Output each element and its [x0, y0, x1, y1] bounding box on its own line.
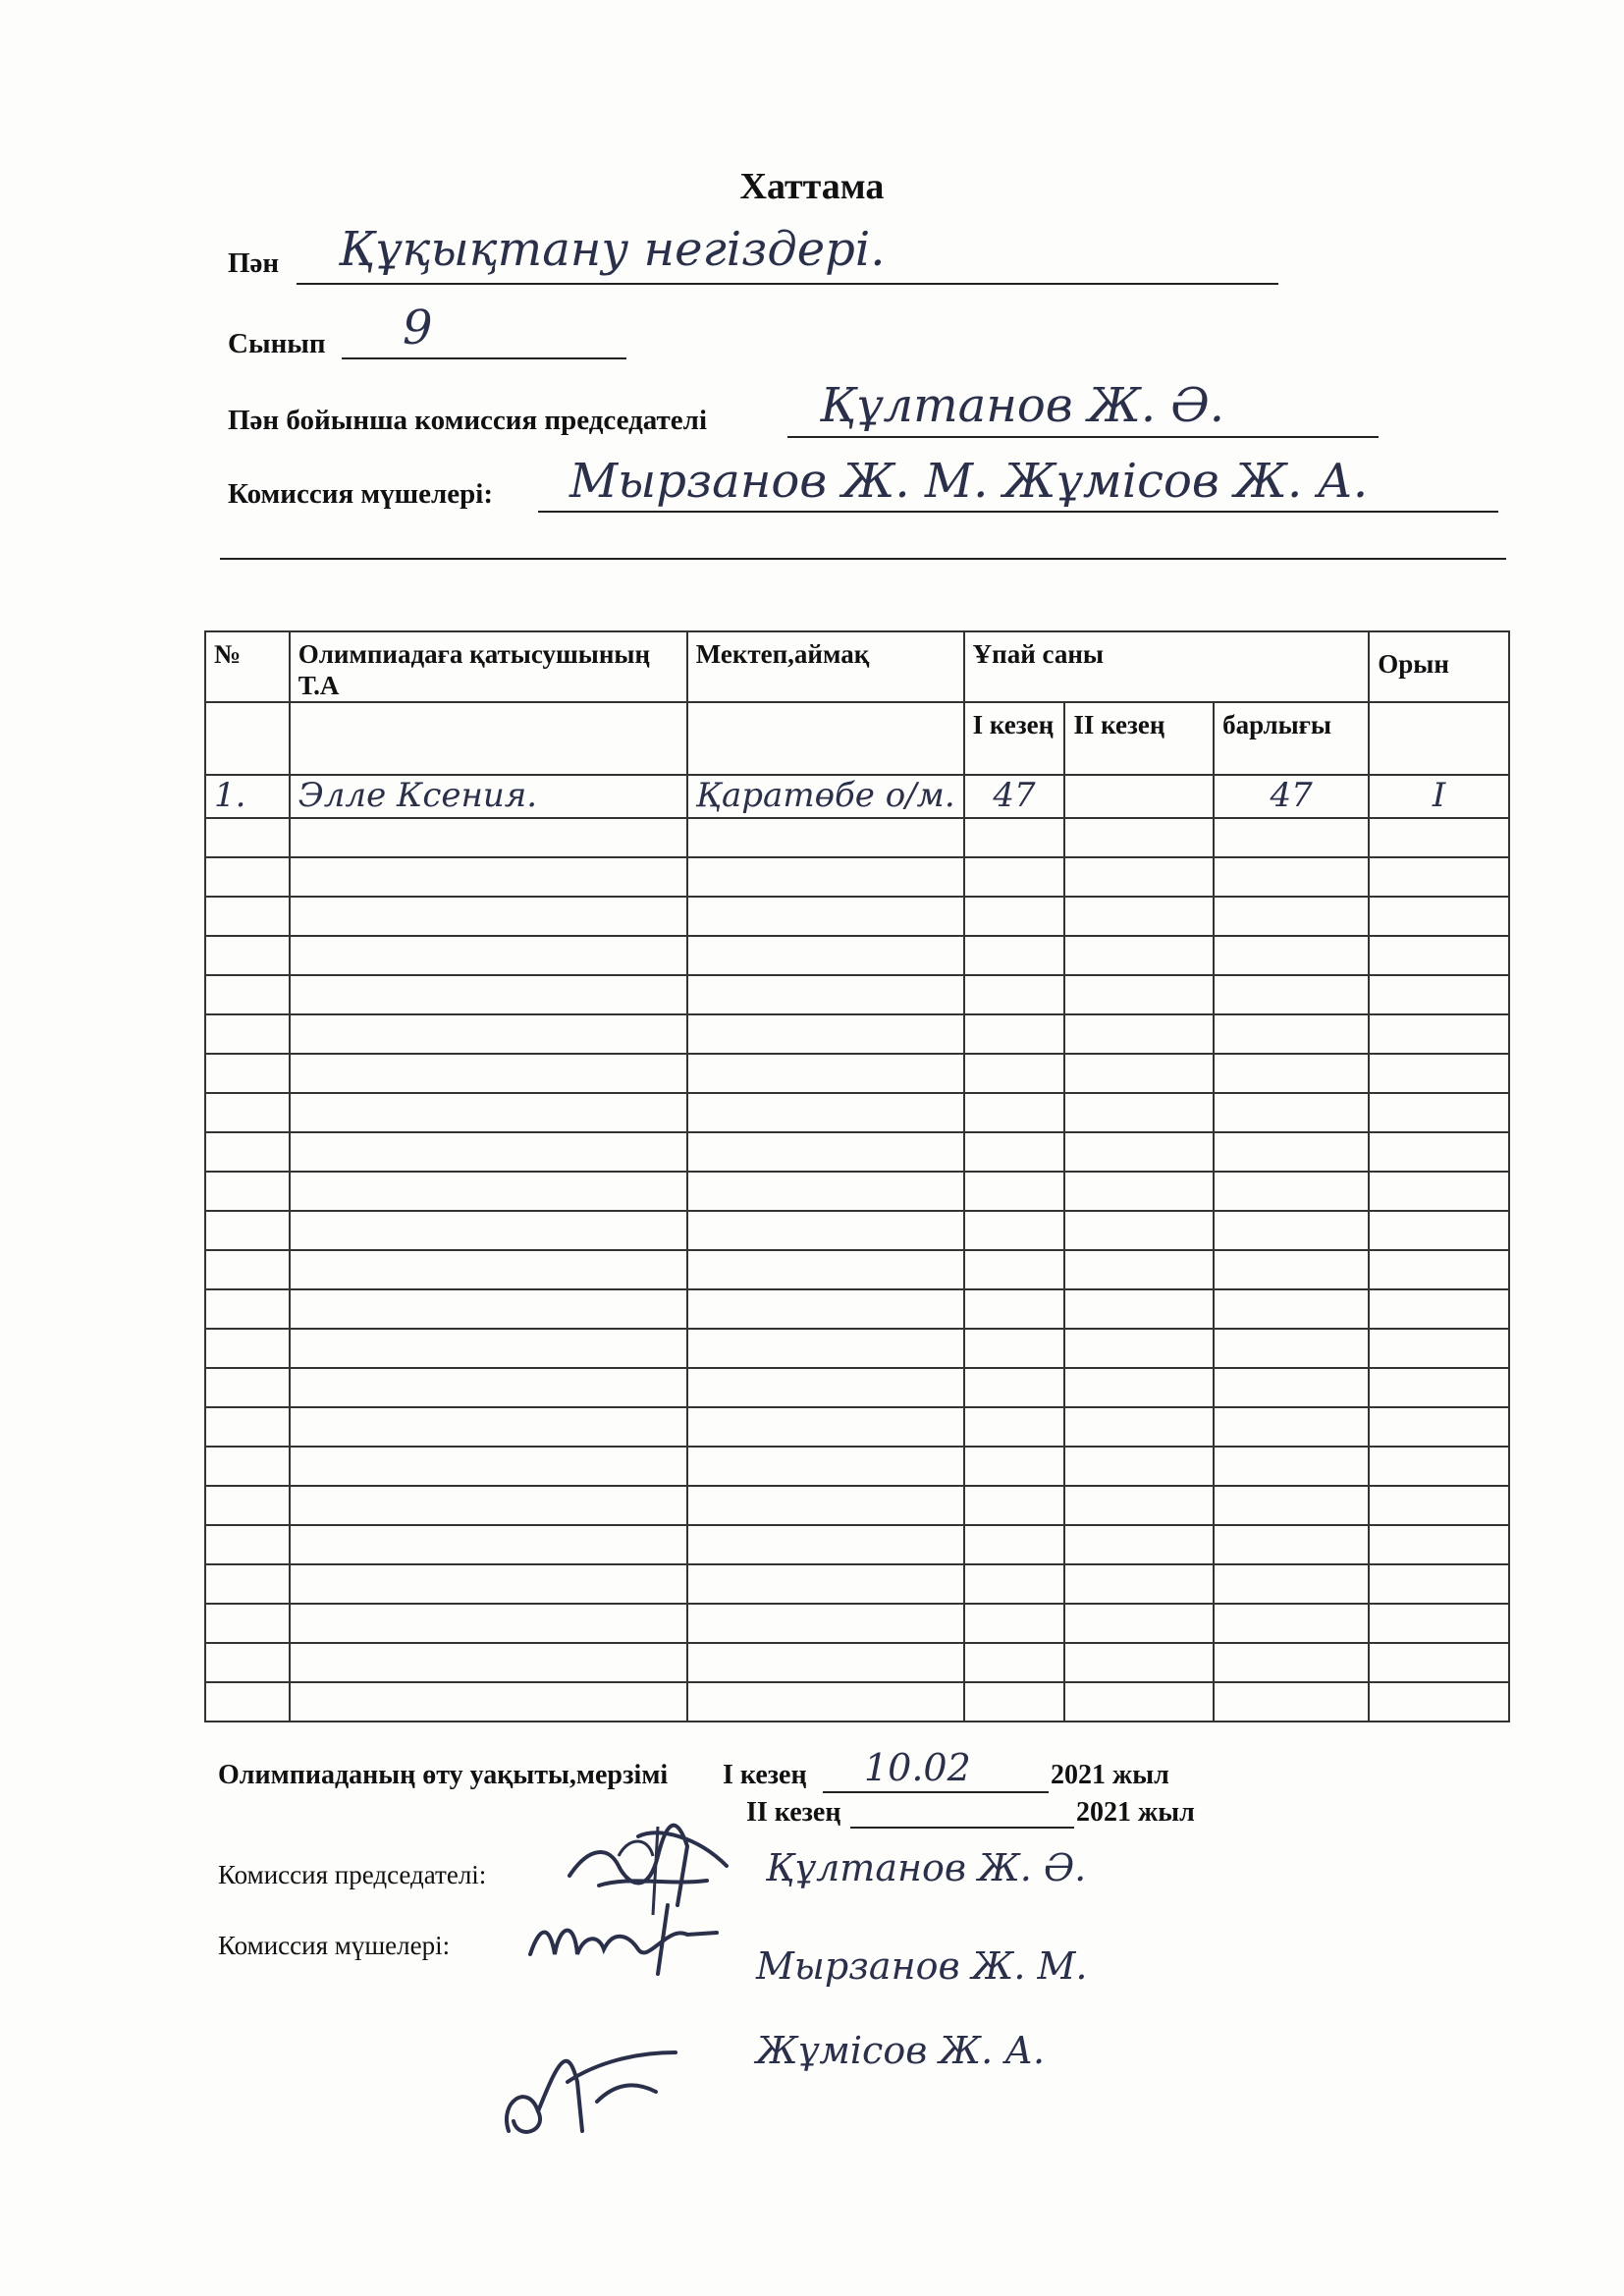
cell-place: [1369, 1093, 1509, 1132]
cell-s1: [964, 1093, 1065, 1132]
cell-name: [290, 936, 687, 975]
cell-school: [687, 1250, 964, 1289]
cell-s2: [1064, 1132, 1214, 1172]
cell-name: [290, 1486, 687, 1525]
cell-num: [205, 936, 290, 975]
cell-school: [687, 1014, 964, 1054]
table-row: [205, 1643, 1509, 1682]
cell-school: [687, 1329, 964, 1368]
cell-total: [1214, 1054, 1369, 1093]
chair-line: [787, 436, 1379, 438]
cell-place: [1369, 1643, 1509, 1682]
cell-s1: [964, 1525, 1065, 1564]
header-empty: [290, 702, 687, 775]
cell-num: [205, 1682, 290, 1722]
cell-total: [1214, 1132, 1369, 1172]
cell-total: [1214, 818, 1369, 857]
chair-label: Пән бойынша комиссия председателі: [228, 405, 708, 436]
cell-place: [1369, 975, 1509, 1014]
cell-place: [1369, 1525, 1509, 1564]
grade-label: Сынып: [228, 328, 326, 359]
cell-school: [687, 1407, 964, 1447]
header-place: Орын: [1369, 631, 1509, 702]
cell-name: [290, 1014, 687, 1054]
cell-place: [1369, 1014, 1509, 1054]
cell-place: [1369, 1604, 1509, 1643]
cell-total: [1214, 1289, 1369, 1329]
header-empty: [205, 702, 290, 775]
cell-s1: [964, 1604, 1065, 1643]
cell-place: [1369, 1368, 1509, 1407]
cell-name: [290, 1604, 687, 1643]
cell-school: [687, 857, 964, 897]
table-row: [205, 1368, 1509, 1407]
table-row: [205, 1564, 1509, 1604]
cell-num: [205, 1289, 290, 1329]
cell-school: [687, 1289, 964, 1329]
cell-total: [1214, 1525, 1369, 1564]
cell-school: [687, 1132, 964, 1172]
cell-school: [687, 1525, 964, 1564]
cell-school: [687, 1093, 964, 1132]
cell-s1: [964, 1250, 1065, 1289]
cell-place: [1369, 857, 1509, 897]
header-stage1: I кезең: [964, 702, 1065, 775]
document-title: Хаттама: [739, 166, 885, 207]
table-header-row-1: [205, 631, 1509, 702]
cell-name: [290, 818, 687, 857]
cell-name: Элле Ксения.: [290, 775, 687, 818]
cell-name: [290, 1289, 687, 1329]
table-row: [205, 1054, 1509, 1093]
cell-s1: [964, 1289, 1065, 1329]
cell-s2: [1064, 1172, 1214, 1211]
member2-signature: [489, 2023, 685, 2151]
cell-s1: [964, 1054, 1065, 1093]
cell-s2: [1064, 897, 1214, 936]
cell-school: [687, 975, 964, 1014]
cell-s1: [964, 975, 1065, 1014]
table-row: [205, 936, 1509, 975]
cell-total: [1214, 897, 1369, 936]
cell-total: [1214, 1682, 1369, 1722]
footer-member2-name: Жұмісов Ж. А.: [756, 2029, 1046, 2072]
cell-total: [1214, 1643, 1369, 1682]
header-stage2: II кезең: [1064, 702, 1214, 775]
cell-num: [205, 1407, 290, 1447]
cell-s2: [1064, 1682, 1214, 1722]
table-row: [205, 1289, 1509, 1329]
cell-num: [205, 818, 290, 857]
subject-label: Пән: [228, 247, 280, 279]
members-value: Мырзанов Ж. М. Жұмісов Ж. А.: [569, 454, 1369, 509]
cell-s2: [1064, 936, 1214, 975]
cell-total: [1214, 975, 1369, 1014]
cell-name: [290, 1172, 687, 1211]
cell-total: [1214, 1604, 1369, 1643]
cell-total: [1214, 1093, 1369, 1132]
cell-s1: [964, 1329, 1065, 1368]
cell-total: [1214, 936, 1369, 975]
cell-s1: [964, 936, 1065, 975]
cell-total: [1214, 1250, 1369, 1289]
cell-place: [1369, 1289, 1509, 1329]
cell-name: [290, 1407, 687, 1447]
header-name: Олимпиадаға қатысушының Т.А: [290, 631, 687, 702]
cell-place: [1369, 1054, 1509, 1093]
cell-name: [290, 897, 687, 936]
cell-place: [1369, 1172, 1509, 1211]
table-row: [205, 975, 1509, 1014]
cell-s2: [1064, 1564, 1214, 1604]
cell-name: [290, 1329, 687, 1368]
table-row: [205, 1604, 1509, 1643]
cell-s1: [964, 1486, 1065, 1525]
cell-name: [290, 1093, 687, 1132]
table-row: [205, 775, 1509, 818]
table-row: [205, 1486, 1509, 1525]
header-school: Мектеп,аймақ: [687, 631, 964, 702]
table-row: [205, 1132, 1509, 1172]
cell-s1: 47: [964, 775, 1065, 818]
cell-school: [687, 897, 964, 936]
table-row: [205, 1407, 1509, 1447]
table-row: [205, 1525, 1509, 1564]
cell-s1: [964, 818, 1065, 857]
table-row: [205, 1014, 1509, 1054]
table-row: [205, 1447, 1509, 1486]
cell-num: [205, 1486, 290, 1525]
cell-s2: [1064, 1525, 1214, 1564]
cell-place: [1369, 1329, 1509, 1368]
cell-s2: [1064, 818, 1214, 857]
cell-s1: [964, 1132, 1065, 1172]
cell-num: 1.: [205, 775, 290, 818]
cell-num: [205, 1643, 290, 1682]
cell-s1: [964, 1014, 1065, 1054]
cell-school: [687, 1643, 964, 1682]
cell-s1: [964, 1211, 1065, 1250]
cell-s2: [1064, 1486, 1214, 1525]
stage1-date-line: [823, 1791, 1049, 1793]
cell-place: [1369, 1486, 1509, 1525]
cell-num: [205, 1014, 290, 1054]
cell-school: Қаратөбе о/м.: [687, 775, 964, 818]
member1-signature: [520, 1895, 736, 1984]
cell-school: [687, 1486, 964, 1525]
cell-s1: [964, 1407, 1065, 1447]
cell-school: [687, 818, 964, 857]
cell-school: [687, 1682, 964, 1722]
cell-total: [1214, 1211, 1369, 1250]
cell-num: [205, 897, 290, 936]
cell-s1: [964, 1447, 1065, 1486]
header-total: барлығы: [1214, 702, 1369, 775]
cell-place: [1369, 1447, 1509, 1486]
cell-place: [1369, 1407, 1509, 1447]
cell-num: [205, 857, 290, 897]
cell-place: [1369, 936, 1509, 975]
cell-s2: [1064, 775, 1214, 818]
cell-s1: [964, 897, 1065, 936]
cell-school: [687, 1211, 964, 1250]
cell-s1: [964, 1172, 1065, 1211]
cell-s2: [1064, 857, 1214, 897]
cell-total: [1214, 1014, 1369, 1054]
cell-total: [1214, 1368, 1369, 1407]
cell-name: [290, 1250, 687, 1289]
cell-s2: [1064, 1054, 1214, 1093]
cell-num: [205, 1329, 290, 1368]
cell-school: [687, 1172, 964, 1211]
cell-s2: [1064, 1250, 1214, 1289]
cell-total: [1214, 1172, 1369, 1211]
cell-name: [290, 1564, 687, 1604]
cell-total: [1214, 857, 1369, 897]
cell-place: [1369, 1250, 1509, 1289]
cell-s2: [1064, 975, 1214, 1014]
cell-num: [205, 1447, 290, 1486]
cell-num: [205, 1172, 290, 1211]
cell-name: [290, 1054, 687, 1093]
cell-name: [290, 857, 687, 897]
table-row: [205, 1211, 1509, 1250]
cell-num: [205, 1564, 290, 1604]
chair-value: Құлтанов Ж. Ә.: [820, 378, 1225, 433]
cell-num: [205, 1093, 290, 1132]
stage2-year: 2021 жыл: [1076, 1797, 1195, 1828]
members-line-2: [220, 558, 1506, 560]
grade-value: 9: [403, 301, 433, 355]
cell-s2: [1064, 1289, 1214, 1329]
cell-place: [1369, 1132, 1509, 1172]
cell-school: [687, 1447, 964, 1486]
cell-s1: [964, 1643, 1065, 1682]
subject-value: Құқықтану негіздері.: [339, 222, 886, 277]
cell-school: [687, 1368, 964, 1407]
header-empty: [1369, 702, 1509, 775]
cell-s1: [964, 1564, 1065, 1604]
cell-s1: [964, 1682, 1065, 1722]
cell-place: [1369, 1564, 1509, 1604]
table-row: [205, 857, 1509, 897]
cell-name: [290, 1132, 687, 1172]
table-row: [205, 1682, 1509, 1722]
cell-place: [1369, 1682, 1509, 1722]
cell-num: [205, 1054, 290, 1093]
cell-s2: [1064, 1604, 1214, 1643]
results-table: [204, 630, 1510, 1722]
cell-name: [290, 1447, 687, 1486]
header-score: Ұпай саны: [964, 631, 1370, 702]
cell-num: [205, 1368, 290, 1407]
table-header-row-2: [205, 702, 1509, 775]
subject-line: [297, 283, 1278, 285]
cell-total: [1214, 1564, 1369, 1604]
cell-s2: [1064, 1447, 1214, 1486]
cell-s2: [1064, 1014, 1214, 1054]
table-row: [205, 1172, 1509, 1211]
cell-school: [687, 936, 964, 975]
members-label: Комиссия мүшелері:: [228, 478, 493, 510]
cell-school: [687, 1054, 964, 1093]
table-row: [205, 1329, 1509, 1368]
cell-place: [1369, 818, 1509, 857]
cell-name: [290, 1525, 687, 1564]
grade-line: [342, 357, 626, 359]
cell-place: [1369, 1211, 1509, 1250]
cell-s2: [1064, 1643, 1214, 1682]
footer-members-label: Комиссия мүшелері:: [218, 1931, 451, 1960]
cell-school: [687, 1564, 964, 1604]
cell-name: [290, 975, 687, 1014]
cell-name: [290, 1368, 687, 1407]
cell-s2: [1064, 1368, 1214, 1407]
table-row: [205, 897, 1509, 936]
cell-num: [205, 1604, 290, 1643]
cell-name: [290, 1682, 687, 1722]
cell-s2: [1064, 1407, 1214, 1447]
stage1-date: 10.02: [864, 1746, 971, 1789]
cell-s2: [1064, 1329, 1214, 1368]
footer-chair-label: Комиссия председателі:: [218, 1860, 487, 1889]
cell-name: [290, 1643, 687, 1682]
cell-num: [205, 975, 290, 1014]
cell-num: [205, 1525, 290, 1564]
cell-s2: [1064, 1211, 1214, 1250]
cell-school: [687, 1604, 964, 1643]
footer-member1-name: Мырзанов Ж. М.: [756, 1944, 1088, 1988]
cell-total: [1214, 1329, 1369, 1368]
footer-chair-name: Құлтанов Ж. Ә.: [766, 1846, 1087, 1889]
stage1-label: I кезең: [723, 1760, 807, 1790]
cell-num: [205, 1250, 290, 1289]
stage2-date-line: [850, 1827, 1074, 1829]
cell-num: [205, 1211, 290, 1250]
stage1-year: 2021 жыл: [1051, 1760, 1169, 1790]
cell-num: [205, 1132, 290, 1172]
cell-total: [1214, 1486, 1369, 1525]
cell-total: [1214, 1407, 1369, 1447]
table-row: [205, 1093, 1509, 1132]
cell-place: I: [1369, 775, 1509, 818]
header-num: №: [205, 631, 290, 702]
cell-s1: [964, 1368, 1065, 1407]
cell-total: 47: [1214, 775, 1369, 818]
cell-s1: [964, 857, 1065, 897]
cell-total: [1214, 1447, 1369, 1486]
members-line: [538, 511, 1498, 513]
table-row: [205, 1250, 1509, 1289]
header-empty: [687, 702, 964, 775]
cell-s2: [1064, 1093, 1214, 1132]
stage2-label: II кезең: [746, 1797, 841, 1828]
dates-label: Олимпиаданың өту уақыты,мерзімі: [218, 1760, 669, 1790]
cell-place: [1369, 897, 1509, 936]
table-row: [205, 818, 1509, 857]
cell-name: [290, 1211, 687, 1250]
